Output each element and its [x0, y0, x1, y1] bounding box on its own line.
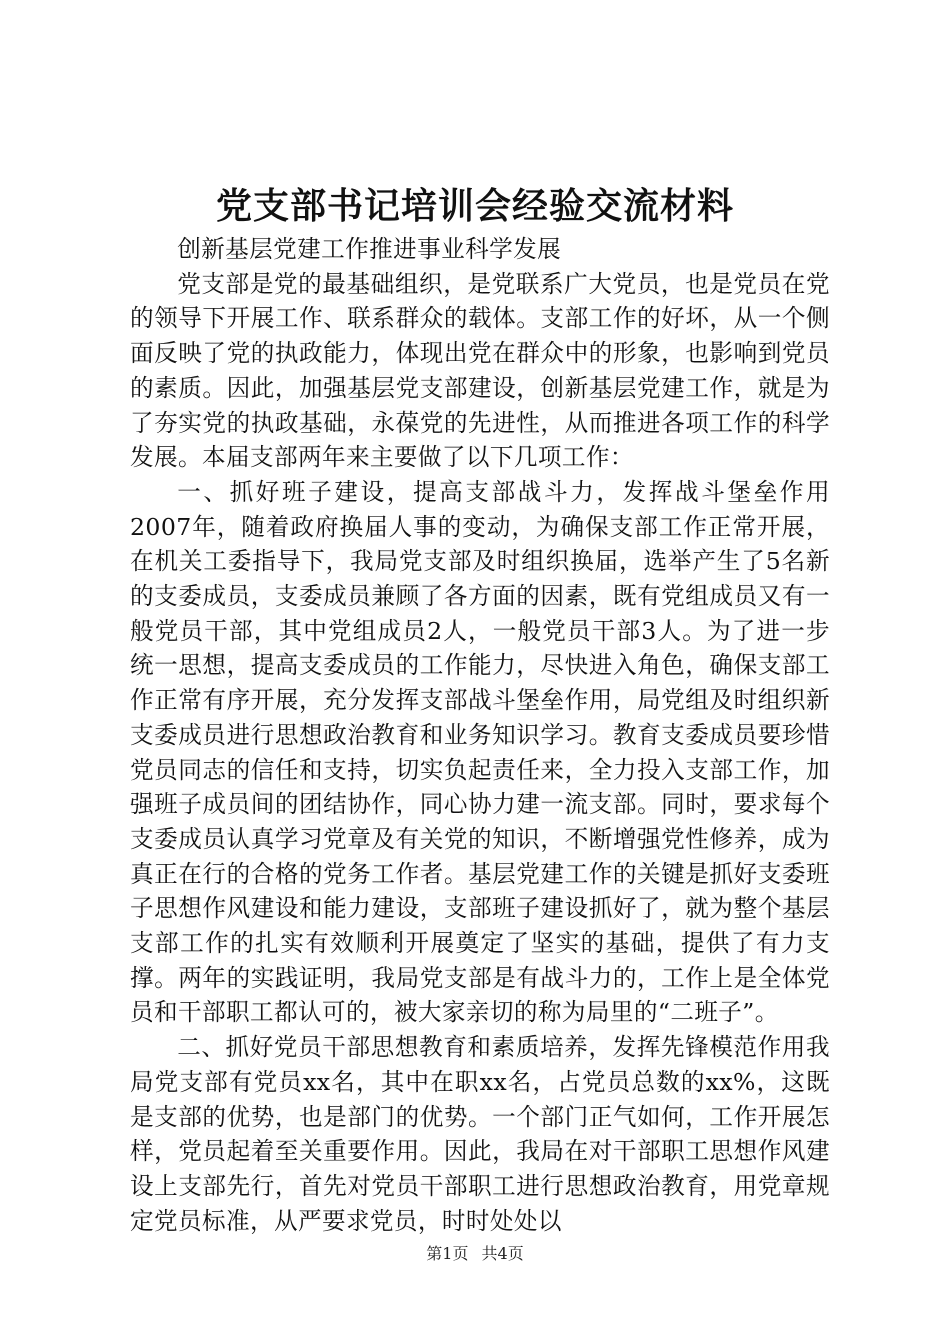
document-title: 党支部书记培训会经验交流材料: [215, 185, 734, 227]
page-total: 共4页: [481, 1244, 524, 1263]
body-paragraph: 二、抓好党员干部思想教育和素质培养，发挥先锋模范作用我局党支部有党员xx名，其中在职xx名，占党员总数的xx%，这既是支部的优势，也是部门的优势。一个部门正气如何，工作开展怎样，党员起着至关重要作用。因此，我局在对干部职工思想作风建设上支部先行，首先对党员干部职工进行思想政治教育，用党章规定党员标准，从严要求党员，时时处处以: [130, 1033, 830, 1235]
body-paragraph: 党支部是党的最基础组织，是党联系广大党员，也是党员在党的领导下开展工作、联系群众的载体。支部工作的好坏，从一个侧面反映了党的执政能力，体现出党在群众中的形象，也影响到党员的素质。因此，加强基层党支部建设，创新基层党建工作，就是为了夯实党的执政基础，永葆党的先进性，从而推进各项工作的科学发展。本届支部两年来主要做了以下几项工作：: [130, 269, 830, 472]
page-footer: [0, 1242, 950, 1266]
document-body: [130, 232, 830, 1238]
body-paragraph: 一、抓好班子建设，提高支部战斗力，发挥战斗堡垒作用2007年，随着政府换届人事的变动，为确保支部工作正常开展，在机关工委指导下，我局党支部及时组织换届，选举产生了5名新的支委成员，支委成员兼顾了各方面的因素，既有党组成员又有一般党员干部，其中党组成员2人，一般党员干部3人。为了进一步统一思想，提高支委成员的工作能力，尽快进入角色，确保支部工作正常有序开展，充分发挥支部战斗堡垒作用，局党组及时组织新支委成员进行思想政治教育和业务知识学习。教育支委成员要珍惜党员同志的信任和支持，切实负起责任来，全力投入支部工作，加强班子成员间的团结协作，同心协力建一流支部。同时，要求每个支委成员认真学习党章及有关党的知识，不断增强党性修养，成为真正在行的合格的党务工作者。基层党建工作的关键是抓好支委班子思想作风建设和能力建设，支部班子建设抓好了，就为整个基层支部工作的扎实有效顺利开展奠定了坚实的基础，提供了有力支撑。两年的实践证明，我局党支部是有战斗力的，工作上是全体党员和干部职工都认可的，被大家亲切的称为局里的“二班子”。: [130, 477, 830, 1027]
subtitle-paragraph: 创新基层党建工作推进事业科学发展: [177, 235, 562, 263]
page-number: 第1页: [426, 1244, 469, 1263]
